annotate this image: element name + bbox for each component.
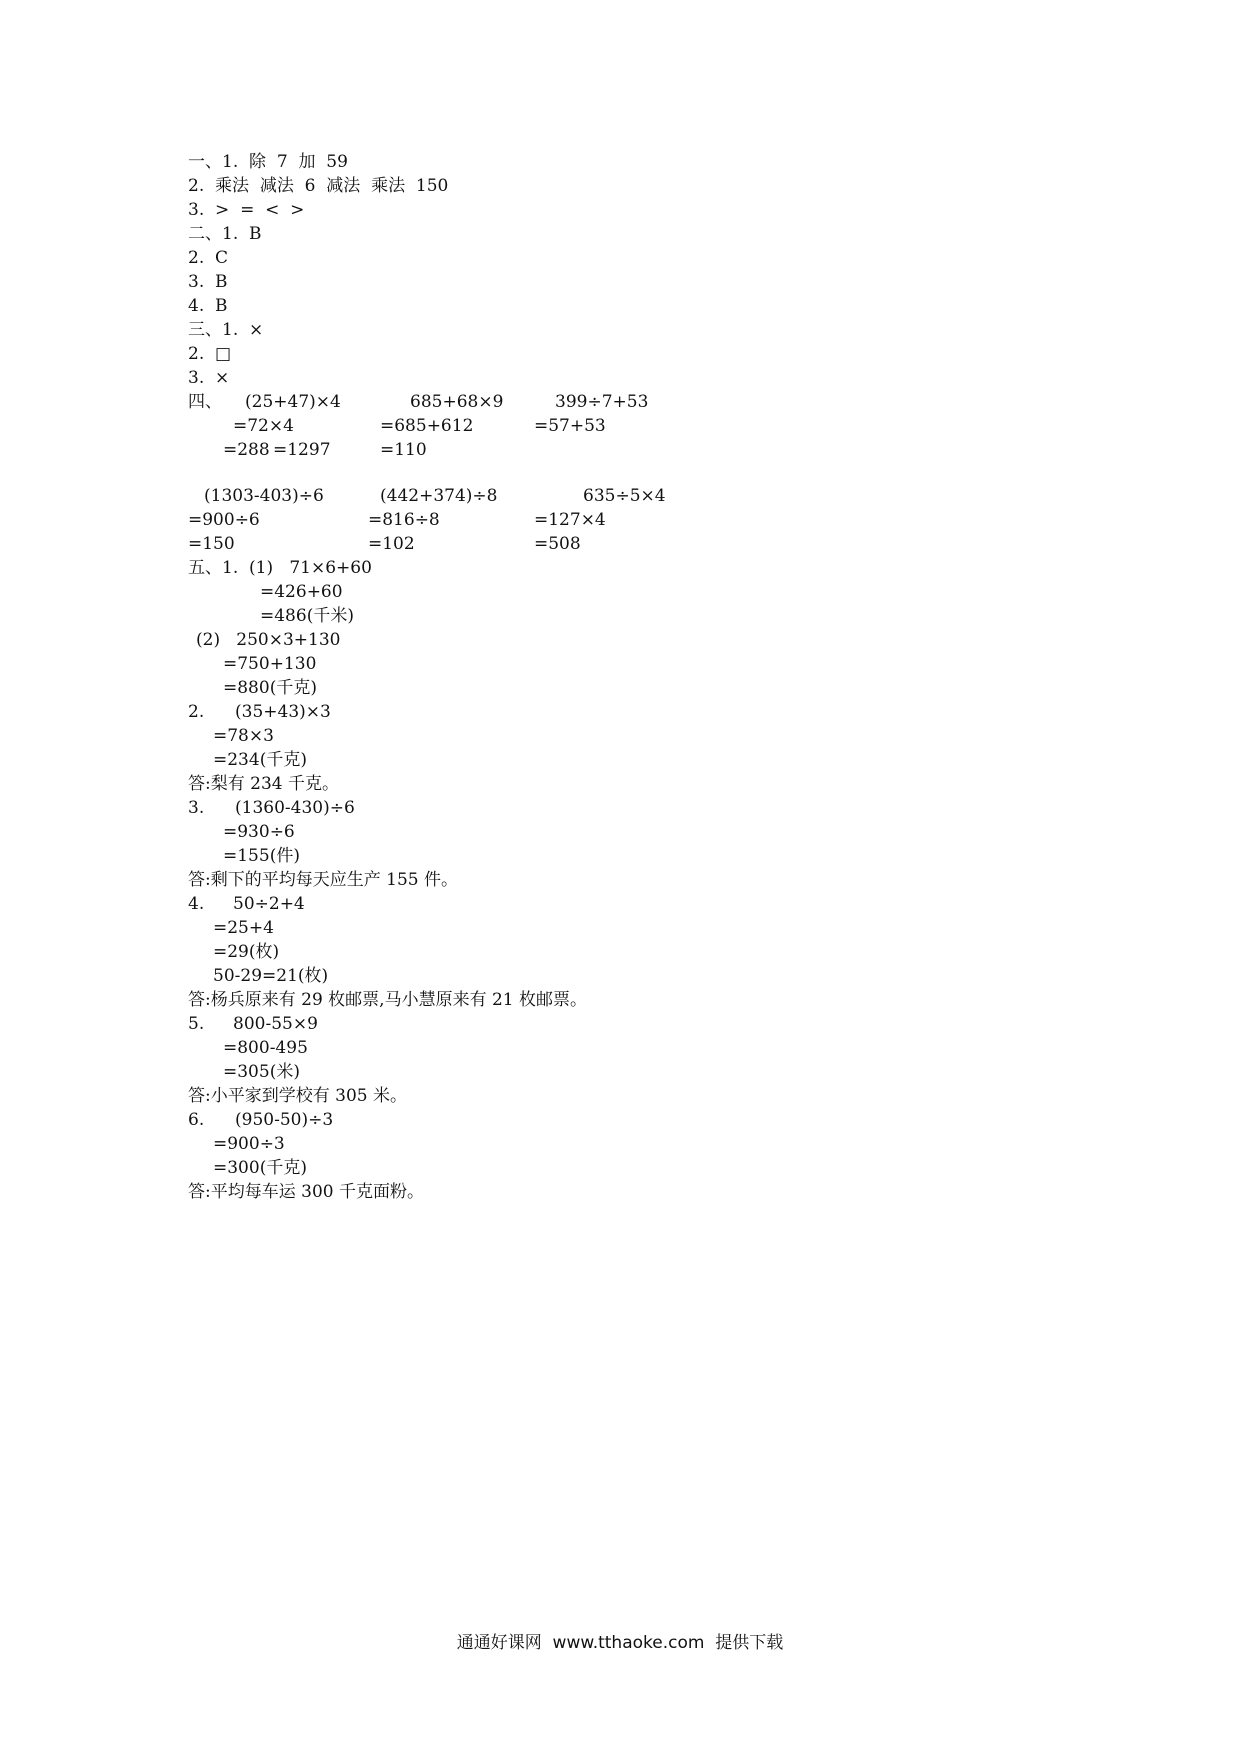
calc-line: 685+68×9 — [410, 392, 504, 412]
calc-line: 635÷5×4 — [583, 486, 666, 506]
section-heading: 四、 — [188, 392, 222, 412]
calc-line: =57+53 — [534, 416, 606, 436]
calc-line: =102 — [368, 534, 415, 554]
answer-line: 三、1. × — [188, 320, 264, 340]
calc-line: =305(米) — [223, 1062, 300, 1082]
calc-line: 800-55×9 — [233, 1014, 318, 1034]
answer-line: 2. 乘法 减法 6 减法 乘法 150 — [188, 176, 449, 196]
problem-number: 5. — [188, 1014, 205, 1034]
calc-line: (35+43)×3 — [235, 702, 331, 722]
calc-line: =900÷3 — [213, 1134, 285, 1154]
problem-number: 3. — [188, 798, 205, 818]
calc-line: =816÷8 — [368, 510, 440, 530]
calc-line: 50÷2+4 — [233, 894, 305, 914]
answer-line: 3. × — [188, 368, 230, 388]
answer-sentence: 答:小平家到学校有 305 米。 — [188, 1086, 407, 1106]
footer-credit: 通通好课网 www.tthaoke.com 提供下载 — [456, 1633, 784, 1653]
answer-line: 二、1. B — [188, 224, 262, 244]
calc-line: =486(千米) — [260, 606, 354, 626]
calc-line: =127×4 — [534, 510, 606, 530]
calc-line: 50-29=21(枚) — [213, 966, 329, 986]
calc-line: =150 — [188, 534, 235, 554]
answer-line: (2) 250×3+130 — [196, 630, 341, 650]
answer-sentence: 答:梨有 234 千克。 — [188, 774, 339, 794]
calc-line: =288 — [223, 440, 270, 460]
calc-line: =800-495 — [223, 1038, 308, 1058]
problem-number: 4. — [188, 894, 205, 914]
calc-line: =29(枚) — [213, 942, 280, 962]
calc-line: (950-50)÷3 — [235, 1110, 334, 1130]
calc-line: =930÷6 — [223, 822, 295, 842]
answer-line: 3. > = < > — [188, 200, 305, 220]
answer-line: 4. B — [188, 296, 228, 316]
answer-line: 3. B — [188, 272, 228, 292]
calc-line: =750+130 — [223, 654, 317, 674]
calc-line: =426+60 — [260, 582, 343, 602]
calc-line: (442+374)÷8 — [380, 486, 498, 506]
problem-number: 6. — [188, 1110, 205, 1130]
calc-line: =508 — [534, 534, 581, 554]
calc-line: =25+4 — [213, 918, 274, 938]
problem-number: 2. — [188, 702, 205, 722]
calc-line: 399÷7+53 — [555, 392, 649, 412]
answer-line: 2. □ — [188, 344, 232, 364]
answer-sentence: 答:杨兵原来有 29 枚邮票,马小慧原来有 21 枚邮票。 — [188, 990, 588, 1010]
calc-line: =300(千克) — [213, 1158, 307, 1178]
calc-line: =155(件) — [223, 846, 300, 866]
answer-sentence: 答:剩下的平均每天应生产 155 件。 — [188, 870, 458, 890]
calc-line: =1297 — [273, 440, 331, 460]
calc-line: (1360-430)÷6 — [235, 798, 355, 818]
answer-line: 2. C — [188, 248, 229, 268]
answer-line: 五、1. (1) 71×6+60 — [188, 558, 372, 578]
answer-sentence: 答:平均每车运 300 千克面粉。 — [188, 1182, 424, 1202]
calc-line: =72×4 — [233, 416, 294, 436]
calc-line: =78×3 — [213, 726, 274, 746]
calc-line: =880(千克) — [223, 678, 317, 698]
calc-line: =685+612 — [380, 416, 474, 436]
calc-line: =234(千克) — [213, 750, 307, 770]
calc-line: (1303-403)÷6 — [204, 486, 324, 506]
calc-line: =110 — [380, 440, 427, 460]
answer-line: 一、1. 除 7 加 59 — [188, 152, 348, 172]
calc-line: (25+47)×4 — [245, 392, 341, 412]
calc-line: =900÷6 — [188, 510, 260, 530]
